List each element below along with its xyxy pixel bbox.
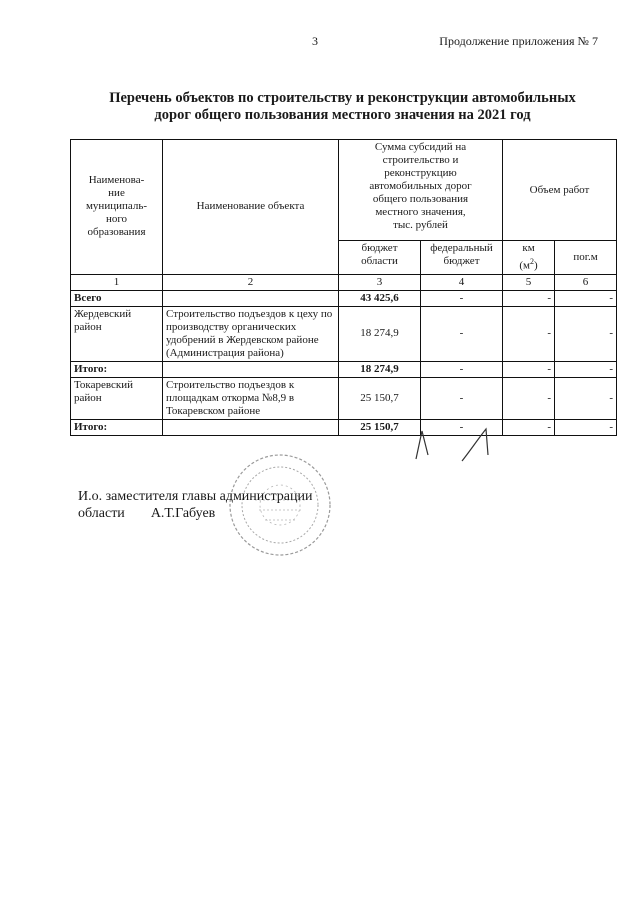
column-number: 1: [71, 274, 163, 290]
km-value: -: [503, 306, 555, 361]
appendix-note: Продолжение приложения № 7: [439, 34, 598, 48]
subtotal-pogm: -: [555, 419, 617, 435]
header-municipality: Наименова- ние муниципаль- ного образования: [71, 140, 163, 275]
signature-block: [78, 488, 312, 522]
table-header-row: [71, 140, 617, 241]
header-regional-budget: бюджет области: [339, 241, 421, 275]
header-subsidy: Сумма субсидий на строительство и реконструкцию автомобильных дорог общего пользования местного значения, тыс. рублей: [339, 140, 503, 241]
total-label: Всего: [71, 290, 163, 306]
pogm-value: -: [555, 306, 617, 361]
km-value: -: [503, 377, 555, 419]
column-number: 4: [421, 274, 503, 290]
title-line-1: Перечень объектов по строительству и реконструкции автомобильных: [109, 90, 576, 106]
district-name: Токаревский район: [71, 377, 163, 419]
header-pog-m: пог.м: [555, 241, 617, 275]
column-number: 6: [555, 274, 617, 290]
signatory-title: И.о. заместителя главы администрации: [78, 489, 313, 504]
total-federal: -: [421, 290, 503, 306]
document-title: [70, 90, 615, 124]
header-object-name: Наименование объекта: [163, 140, 339, 275]
page-number: 3: [312, 34, 318, 48]
signatory-name: А.Т.Габуев: [150, 506, 216, 521]
subtotal-km: -: [503, 419, 555, 435]
table-row: [71, 306, 617, 361]
column-number: 3: [339, 274, 421, 290]
regional-amount: 25 150,7: [339, 377, 421, 419]
subtotal-row: [71, 361, 617, 377]
subtotal-label: Итого:: [71, 419, 163, 435]
pogm-value: -: [555, 377, 617, 419]
subtotal-regional: 25 150,7: [339, 419, 421, 435]
subtotal-federal: -: [421, 361, 503, 377]
total-row: [71, 290, 617, 306]
empty-cell: [163, 361, 339, 377]
empty-cell: [163, 419, 339, 435]
column-number-row: [71, 274, 617, 290]
objects-table: [70, 139, 617, 436]
subtotal-regional: 18 274,9: [339, 361, 421, 377]
total-km: -: [503, 290, 555, 306]
header-federal-budget: федеральный бюджет: [421, 241, 503, 275]
header-volume: Объем работ: [503, 140, 617, 241]
signatory-line-2: [78, 505, 312, 522]
regional-amount: 18 274,9: [339, 306, 421, 361]
object-name: Строительство подъездов к цеху по производству органических удобрений в Жердевском районе (Администрация района): [163, 306, 339, 361]
federal-amount: -: [421, 306, 503, 361]
empty-cell: [163, 290, 339, 306]
handwritten-mark: [412, 425, 502, 465]
object-name: Строительство подъездов к площадкам откорма №8,9 в Токаревском районе: [163, 377, 339, 419]
subtotal-federal: -: [421, 419, 503, 435]
total-regional: 43 425,6: [339, 290, 421, 306]
subtotal-pogm: -: [555, 361, 617, 377]
signatory-position: области: [78, 506, 125, 521]
total-pogm: -: [555, 290, 617, 306]
header-km: км $(м^2)$: [503, 241, 555, 275]
federal-amount: -: [421, 377, 503, 419]
district-name: Жердевский район: [71, 306, 163, 361]
column-number: 5: [503, 274, 555, 290]
subtotal-km: -: [503, 361, 555, 377]
title-line-2: дорог общего пользования местного значения на 2021 год: [154, 107, 531, 123]
subtotal-label: Итого:: [71, 361, 163, 377]
subtotal-row: [71, 419, 617, 435]
column-number: 2: [163, 274, 339, 290]
table-row: [71, 377, 617, 419]
